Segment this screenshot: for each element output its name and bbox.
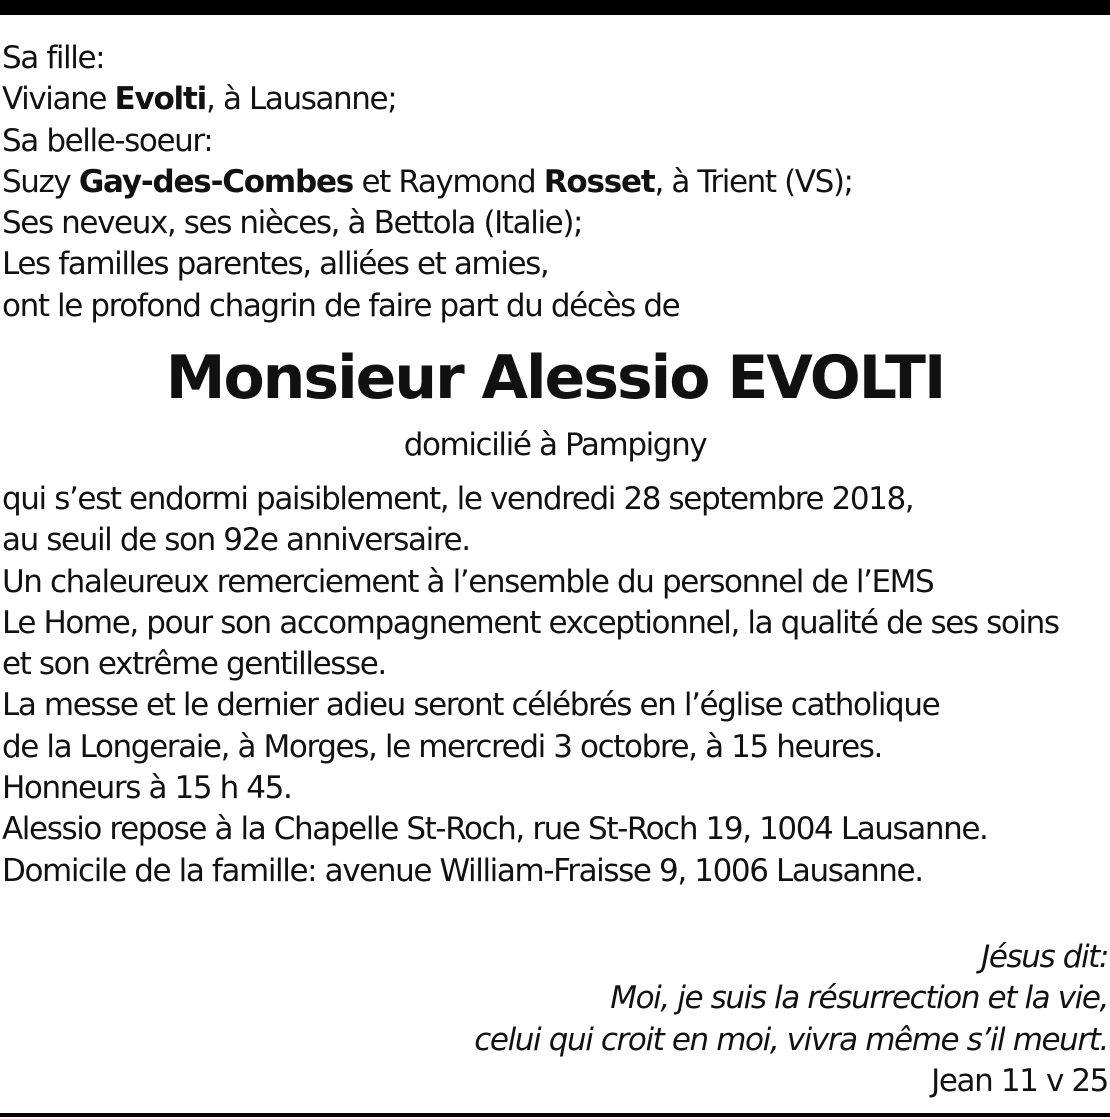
quote-line: celui qui croit en moi, vivra même s’il meurt. <box>474 1021 1108 1058</box>
family-surname: Gay-des-Combes <box>78 163 354 200</box>
funeral-details <box>2 479 1110 892</box>
family-text: , à Trient (VS); <box>654 163 853 200</box>
quote-line: Jésus dit: <box>981 939 1108 975</box>
family-line: Ses neveux, ses nièces, à Bettola (Italie); <box>2 205 583 242</box>
deceased-domicile: domicilié à Pampigny <box>403 427 707 463</box>
quote-line: Moi, je suis la résurrection et la vie, <box>610 980 1108 1017</box>
family-line: ont le profond chagrin de faire part du décès de <box>2 287 680 324</box>
family-text: Suzy <box>2 163 79 200</box>
details-line: qui s’est endormi paisiblement, le vendredi 28 septembre 2018, <box>2 481 914 517</box>
family-line <box>2 79 1110 120</box>
family-text: et Raymond <box>353 163 544 200</box>
family-surname: Rosset <box>543 163 655 200</box>
details-line: Le Home, pour son accompagnement exceptionnel, la qualité de ses soins <box>2 604 1059 641</box>
top-rule <box>0 0 1110 15</box>
family-line <box>2 162 1110 203</box>
family-line: Sa fille: <box>2 40 105 76</box>
deceased-name: Monsieur Alessio EVOLTI <box>165 343 945 413</box>
details-line: et son extrême gentillesse. <box>2 646 386 683</box>
family-text: , à Lausanne; <box>206 81 397 118</box>
bible-quote <box>474 937 1108 1102</box>
details-line: Domicile de la famille: avenue William-Fraisse 9, 1006 Lausanne. <box>2 852 923 889</box>
details-line: au seuil de son 92e anniversaire. <box>2 522 470 559</box>
bottom-rule <box>0 1113 1110 1117</box>
details-line: Alessio repose à la Chapelle St-Roch, rue St-Roch 19, 1004 Lausanne. <box>2 811 988 848</box>
details-line: Un chaleureux remerciement à l’ensemble du personnel de l’EMS <box>2 563 934 600</box>
quote-reference: Jean 11 v 25 <box>931 1062 1108 1099</box>
family-surname: Evolti <box>114 81 207 118</box>
details-line: Honneurs à 15 h 45. <box>2 770 292 807</box>
details-line: de la Longeraie, à Morges, le mercredi 3 octobre, à 15 heures. <box>2 728 882 765</box>
family-text: Viviane <box>2 81 115 118</box>
family-line: Sa belle-soeur: <box>2 122 213 159</box>
family-line: Les familles parentes, alliées et amies, <box>2 246 549 283</box>
family-announcement <box>2 38 1110 327</box>
details-line: La messe et le dernier adieu seront célébrés en l’église catholique <box>2 687 940 724</box>
